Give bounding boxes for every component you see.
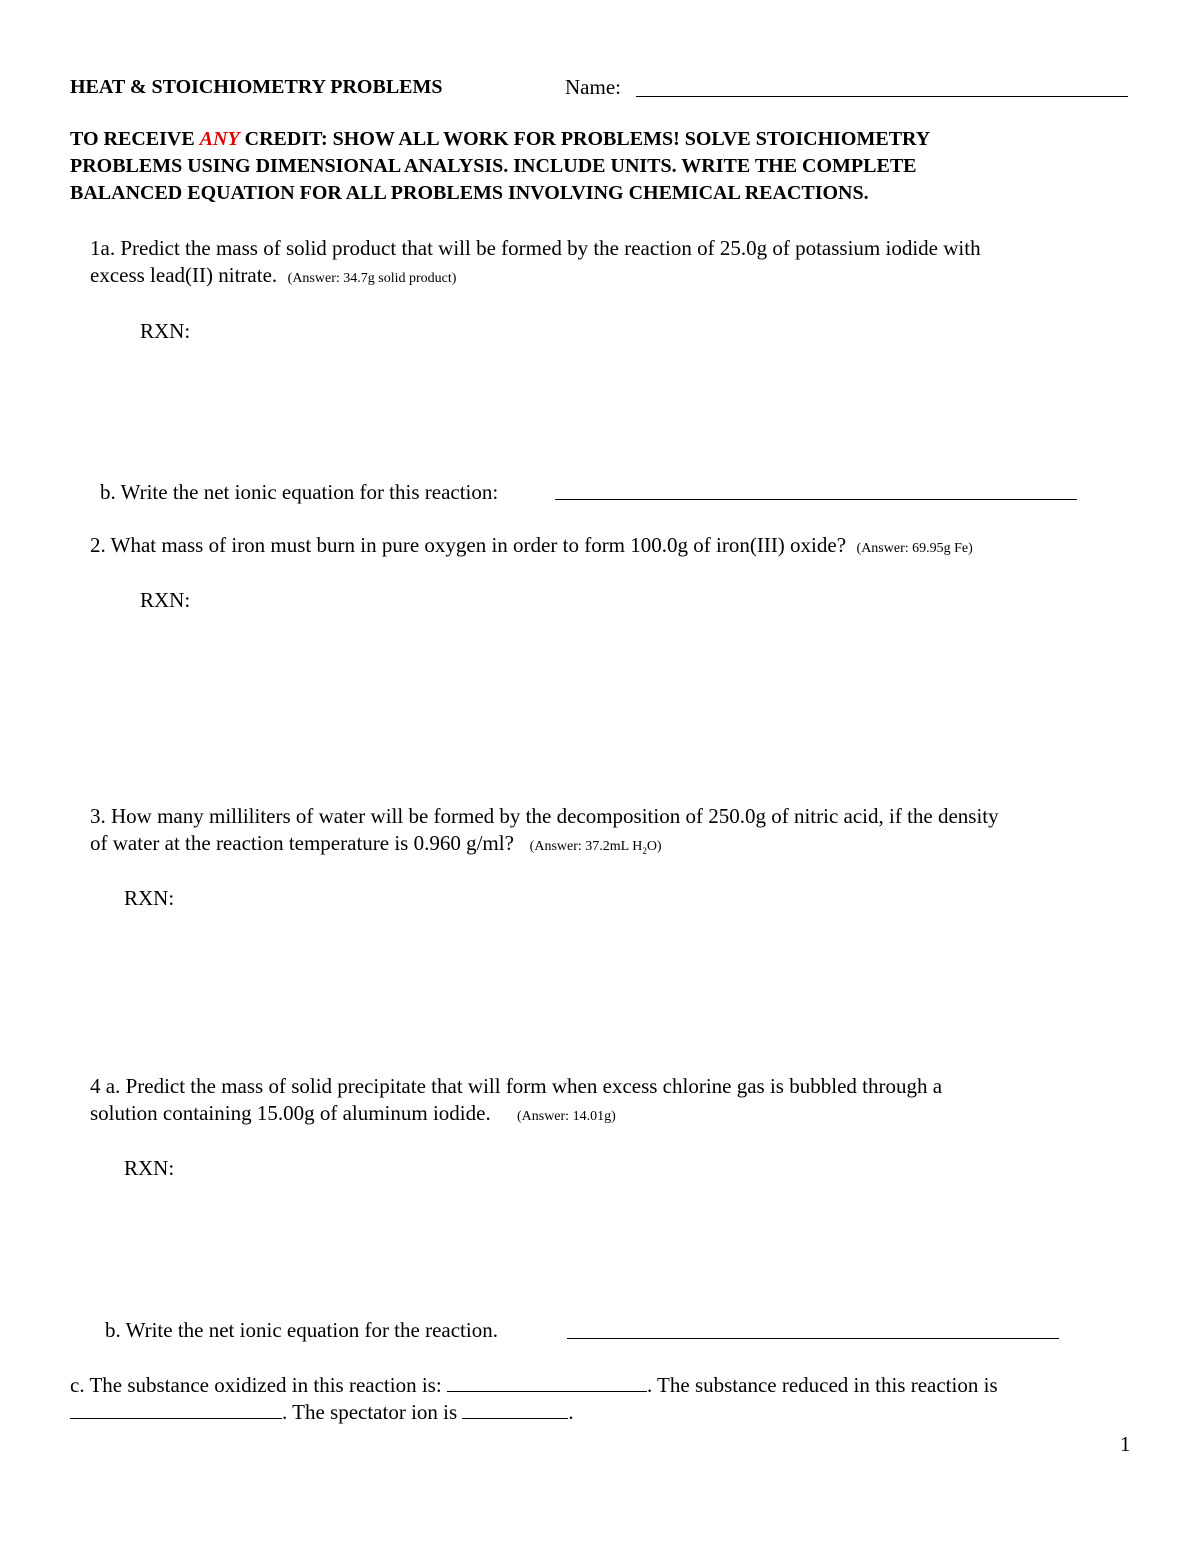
problem-4b-text: b. Write the net ionic equation for the reaction.	[105, 1318, 498, 1342]
problem-2-text: 2. What mass of iron must burn in pure oxygen in order to form 100.0g of iron(III) oxide? (Answer: 69.95g Fe)	[90, 533, 973, 557]
name-field[interactable]	[636, 96, 1128, 97]
problem-4a-line-1: 4 a. Predict the mass of solid precipitate that will form when excess chlorine gas is bubbled through a	[90, 1074, 943, 1098]
problem-3-answer: (Answer: 37.2mL $H_2O$)	[529, 839, 662, 856]
any-emphasis: ANY	[199, 128, 240, 150]
oxidized-blank[interactable]	[447, 1373, 647, 1392]
instructions-line-2: PROBLEMS USING DIMENSIONAL ANALYSIS. INCLUDE UNITS. WRITE THE COMPLETE	[70, 155, 917, 177]
problem-4a-answer: (Answer: 14.01g)	[516, 1109, 616, 1124]
page-title: HEAT & STOICHIOMETRY PROBLEMS	[70, 76, 443, 98]
problem-1a-line-1: 1a. Predict the mass of solid product that will be formed by the reaction of 25.0g of potassium iodide with	[90, 236, 981, 260]
problem-1b-answer-line[interactable]	[555, 499, 1077, 500]
problem-1a-rxn: RXN:	[140, 319, 191, 343]
problem-4a-rxn: RXN:	[124, 1156, 175, 1180]
spectator-ion-blank[interactable]	[462, 1400, 568, 1419]
name-label: Name:	[565, 75, 621, 99]
page-number: 1	[1120, 1432, 1131, 1456]
problem-2-answer: (Answer: 69.95g Fe)	[856, 541, 973, 556]
problem-3-rxn: RXN:	[124, 886, 175, 910]
problem-4a-line-2: solution containing 15.00g of aluminum iodide. (Answer: 14.01g)	[90, 1101, 616, 1125]
problem-4b-answer-line[interactable]	[567, 1338, 1059, 1339]
problem-4c-line-2: . The spectator ion is .	[70, 1399, 574, 1426]
instructions-line-1: TO RECEIVE ANY CREDIT: SHOW ALL WORK FOR PROBLEMS! SOLVE STOICHIOMETRY	[70, 128, 931, 150]
reduced-blank[interactable]	[70, 1400, 282, 1419]
instructions-line-3: BALANCED EQUATION FOR ALL PROBLEMS INVOLVING CHEMICAL REACTIONS.	[70, 182, 869, 204]
problem-4c-line-1: c. The substance oxidized in this reaction is: . The substance reduced in this reaction is	[70, 1373, 998, 1397]
problem-1a-line-2: excess lead(II) nitrate. (Answer: 34.7g solid product)	[90, 263, 457, 287]
problem-3-line-1: 3. How many milliliters of water will be formed by the decomposition of 250.0g of nitric acid, if the density	[90, 804, 999, 828]
problem-1b-text: b. Write the net ionic equation for this reaction:	[100, 480, 499, 504]
problem-2-rxn: RXN:	[140, 588, 191, 612]
problem-3-line-2: of water at the reaction temperature is 0.960 g/ml? (Answer: 37.2mL $H_2O$)	[90, 831, 662, 856]
problem-1a-answer: (Answer: 34.7g solid product)	[287, 271, 457, 286]
